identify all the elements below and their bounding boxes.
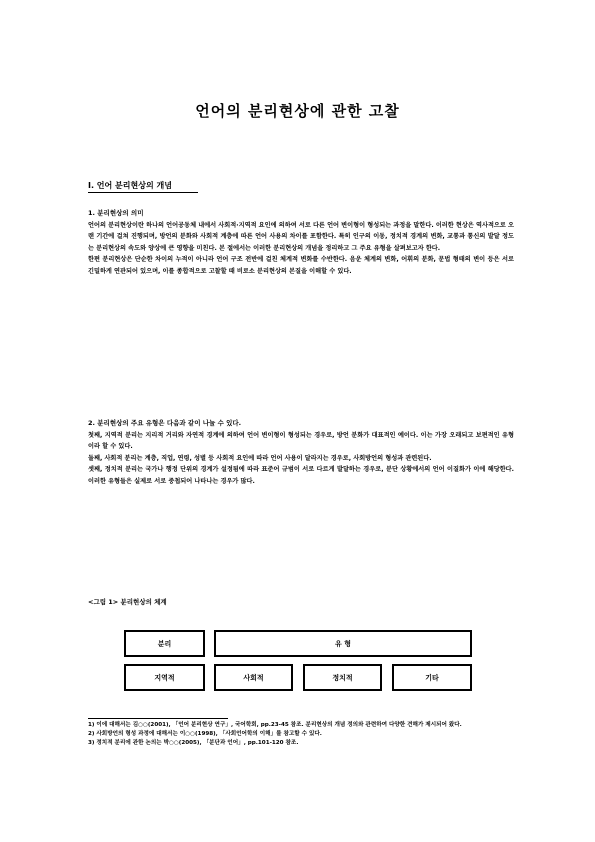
section-heading: I. 언어 분리현상의 개념 [88,180,198,193]
subsection-heading: 1. 분리현상의 의미 [88,209,144,217]
diagram-box-bottom-4: 기타 [392,664,472,691]
footnote-divider [88,718,228,719]
footnote-1: 1) 이에 대해서는 김○○(2001), 「언어 분리현상 연구」, 국어학회, pp.23-45 참조. 분리현상의 개념 정의와 관련하여 다양한 견해가 제시되어 왔다. [88,722,462,728]
paragraph-1: 언어의 분리현상이란 하나의 언어공동체 내에서 사회적·지역적 요인에 의하여 서로 다른 언어 변이형이 형성되는 과정을 말한다. 이러한 현상은 역사적으로 오랜 기간에 걸쳐 진행되며, 방언의 분화와 사회적 계층에 따른 언어 사용의 차이를 포함한다. 특히 인구의 이동, 정치적 경계의 변화, 교통과 통신의 발달 정도는 분리현상의 속도와 양상에 큰 영향을 미친다. 본 절에서는 이러한 분리현상의 개념을 정리하고 그 주요 유형을 살펴보고자 한다. [88,221,515,252]
list-item-1: 첫째, 지역적 분리는 지리적 거리와 자연적 경계에 의하여 언어 변이형이 형성되는 경우로, 방언 분화가 대표적인 예이다. 이는 가장 오래되고 보편적인 유형이라 할 수 있다. [88,431,514,451]
footnotes [88,721,514,748]
body-text-block-2 [88,418,514,488]
body-text-block-1 [88,208,514,278]
list-item-2: 둘째, 사회적 분리는 계층, 직업, 연령, 성별 등 사회적 요인에 따라 언어 사용이 달라지는 경우로, 사회방언의 형성과 관련된다. [88,454,432,462]
footnote-3: 3) 정치적 분리에 관한 논의는 박○○(2005), 「분단과 언어」, pp.101-120 참조. [88,740,299,746]
paragraph-2: 한편 분리현상은 단순한 차이의 누적이 아니라 언어 구조 전반에 걸친 체계적 변화를 수반한다. 음운 체계의 변화, 어휘의 분화, 문법 형태의 변이 등은 서로 긴밀하게 연관되어 있으며, 이를 종합적으로 고찰할 때 비로소 분리현상의 본질을 이해할 수 있다. [88,256,514,275]
diagram-box-bottom-2: 사회적 [214,664,293,691]
figure-caption: <그림 1> 분리현상의 체계 [88,598,167,606]
list-item-3: 셋째, 정치적 분리는 국가나 행정 단위의 경계가 설정됨에 따라 표준어 규범이 서로 다르게 발달하는 경우로, 분단 상황에서의 언어 이질화가 이에 해당한다. 이러한 유형들은 실제로 서로 중첩되어 나타나는 경우가 많다. [88,466,514,485]
diagram-box-bottom-3: 정치적 [303,664,382,691]
diagram-box-top-wide: 유 형 [214,630,472,657]
list-intro: 2. 분리현상의 주요 유형은 다음과 같이 나눌 수 있다. [88,419,242,427]
diagram-box-bottom-1: 지역적 [124,664,205,691]
diagram-box-top-left: 분리 [124,630,205,657]
page-title: 언어의 분리현상에 관한 고찰 [195,102,400,120]
footnote-2: 2) 사회방언의 형성 과정에 대해서는 이○○(1998), 「사회언어학의 이해」를 참고할 수 있다. [88,731,322,737]
